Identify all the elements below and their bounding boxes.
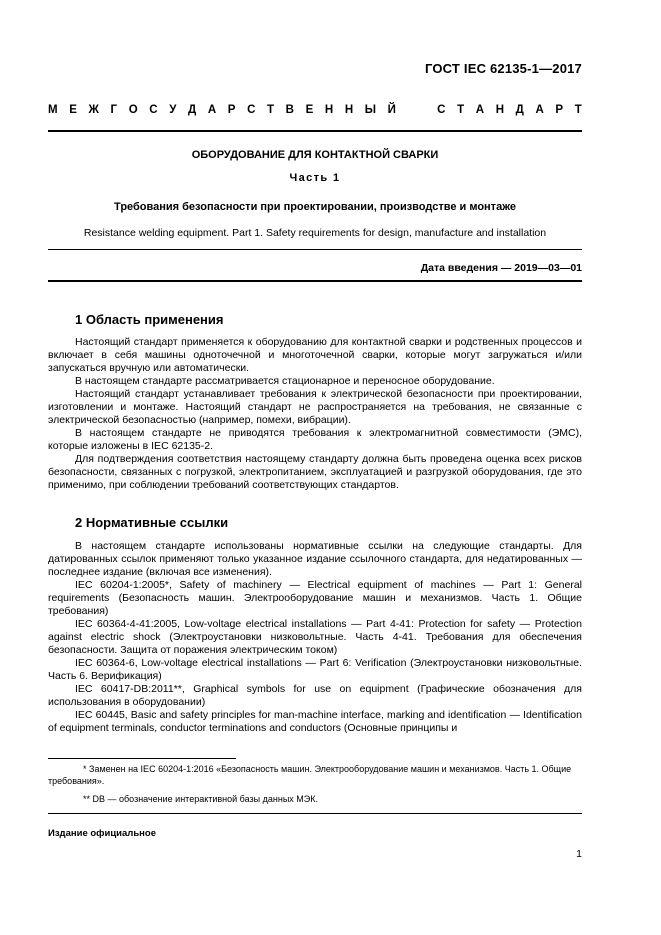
banner-letter: Т (267, 104, 275, 116)
banner-letter: Р (555, 104, 564, 116)
title-divider (48, 249, 582, 250)
paragraph: Для подтверждения соответствия настоящему стандарту должна быть проведена оценка всех рисков безопасности, связанных с погрузкой, электропитанием, эксплуатацией и разгрузкой оборудования, где это применимо, при соблюдении требований соответствующих стандартов. (48, 453, 582, 491)
banner-letter: А (475, 104, 485, 116)
banner-letter: А (207, 104, 217, 116)
reference-entry: IEC 60204-1:2005*, Safety of machinery — Electrical equipment of machines — Part 1: General requirements (Безопасность машин. Электрооборудование машин и механизмов. Часть 1. Общие требования) (48, 579, 582, 617)
banner-letter: С (149, 104, 158, 116)
paragraph: Настоящий стандарт применяется к оборудованию для контактной сварки и родственных процессов и включает в себя машины одноточечной и многоточечной сварки, которые могут загружаться и/или запускаться вручную или автоматически. (48, 336, 582, 374)
banner-letter: Е (69, 104, 77, 116)
banner-letter: Г (110, 104, 118, 116)
banner-letter: Т (457, 104, 465, 116)
section-1-body (48, 336, 582, 492)
banner-letter: Н (324, 104, 334, 116)
banner-letter: Н (344, 104, 354, 116)
document-subtitle: Требования безопасности при проектировании, производстве и монтаже (114, 201, 516, 213)
section-2-body (48, 540, 582, 735)
english-title: Resistance welding equipment. Part 1. Safety requirements for design, manufacture and installation (83, 227, 547, 239)
banner-letter: Й (387, 104, 396, 116)
banner-letter: Н (495, 104, 505, 116)
banner-letter: С (247, 104, 256, 116)
reference-entry: IEC 60364-4-41:2005, Low-voltage electrical installations — Part 4-41: Protection for safety — Protection against electric shock (Электроустановки низковольтные. Часть 4-41. Требования для обеспечения безопасности. Защита от поражения электрическим током) (48, 618, 582, 656)
banner-letter: М (48, 104, 58, 116)
footnotes (48, 763, 582, 805)
standard-type-banner (48, 104, 582, 116)
banner-letter: Ж (88, 104, 99, 116)
banner-word-gap (408, 104, 426, 116)
footnote: ** DB — обозначение интерактивной базы данных МЭК. (83, 794, 319, 804)
document-title: ОБОРУДОВАНИЕ ДЛЯ КОНТАКТНОЙ СВАРКИ (191, 149, 439, 161)
banner-letter: Т (574, 104, 582, 116)
edition-label: Издание официальное (48, 828, 156, 839)
footnote-separator (48, 758, 236, 759)
banner-letter: Д (188, 104, 197, 116)
banner-letter: А (535, 104, 544, 116)
banner-letter: Р (227, 104, 236, 116)
reference-entry: IEC 60364-6, Low-voltage electrical installations — Part 6: Verification (Электроустановки низковольтные. Часть 6. Верификация) (48, 657, 582, 682)
section-2-heading: 2 Нормативные ссылки (75, 515, 229, 530)
section-1-heading: 1 Область применения (75, 312, 224, 327)
banner-letter: У (169, 104, 177, 116)
paragraph: В настоящем стандарте не приводятся требования к электромагнитной совместимости (ЭМС), которые изложены в IEC 62135-2. (48, 427, 582, 452)
paragraph: В настоящем стандарте рассматривается стационарное и переносное оборудование. (75, 375, 495, 387)
banner-letter: В (285, 104, 294, 116)
header-divider (48, 130, 582, 132)
footer-divider (48, 813, 582, 814)
paragraph: В настоящем стандарте использованы нормативные ссылки на следующие стандарты. Для датированных ссылок применяют только указанное издание ссылочного стандарта, для недатированных — последнее издание (включая все изменения). (48, 540, 582, 578)
banner-letter: Д (515, 104, 524, 116)
reference-entry: IEC 60445, Basic and safety principles for man-machine interface, marking and identification — Identification of equipment terminals, conductor terminations and conductors (Основные принципы и (48, 709, 582, 734)
document-code: ГОСТ IEC 62135-1—2017 (424, 61, 582, 76)
page-number: 1 (576, 848, 582, 860)
banner-letter: О (128, 104, 138, 116)
paragraph: Настоящий стандарт устанавливает требования к электрической безопасности при проектировании, изготовлении и монтаже. Настоящий стандарт не распространяется на требования, не связанные с электрической безопасностью (например, помехи, вибрации). (48, 388, 582, 426)
date-divider (48, 280, 582, 282)
reference-entry: IEC 60417-DB:2011**, Graphical symbols for use on equipment (Графические обозначения для использования в оборудовании) (48, 683, 582, 708)
effective-date: Дата введения — 2019—03—01 (420, 262, 582, 274)
document-part: Часть 1 (289, 172, 341, 184)
banner-letter: С (437, 104, 446, 116)
footnote: * Заменен на IEC 60204-1:2016 «Безопасность машин. Электрооборудование машин и механизмов. Часть 1. Общие требования». (48, 764, 572, 786)
banner-letter: Ы (364, 104, 377, 116)
banner-letter: Е (305, 104, 314, 116)
